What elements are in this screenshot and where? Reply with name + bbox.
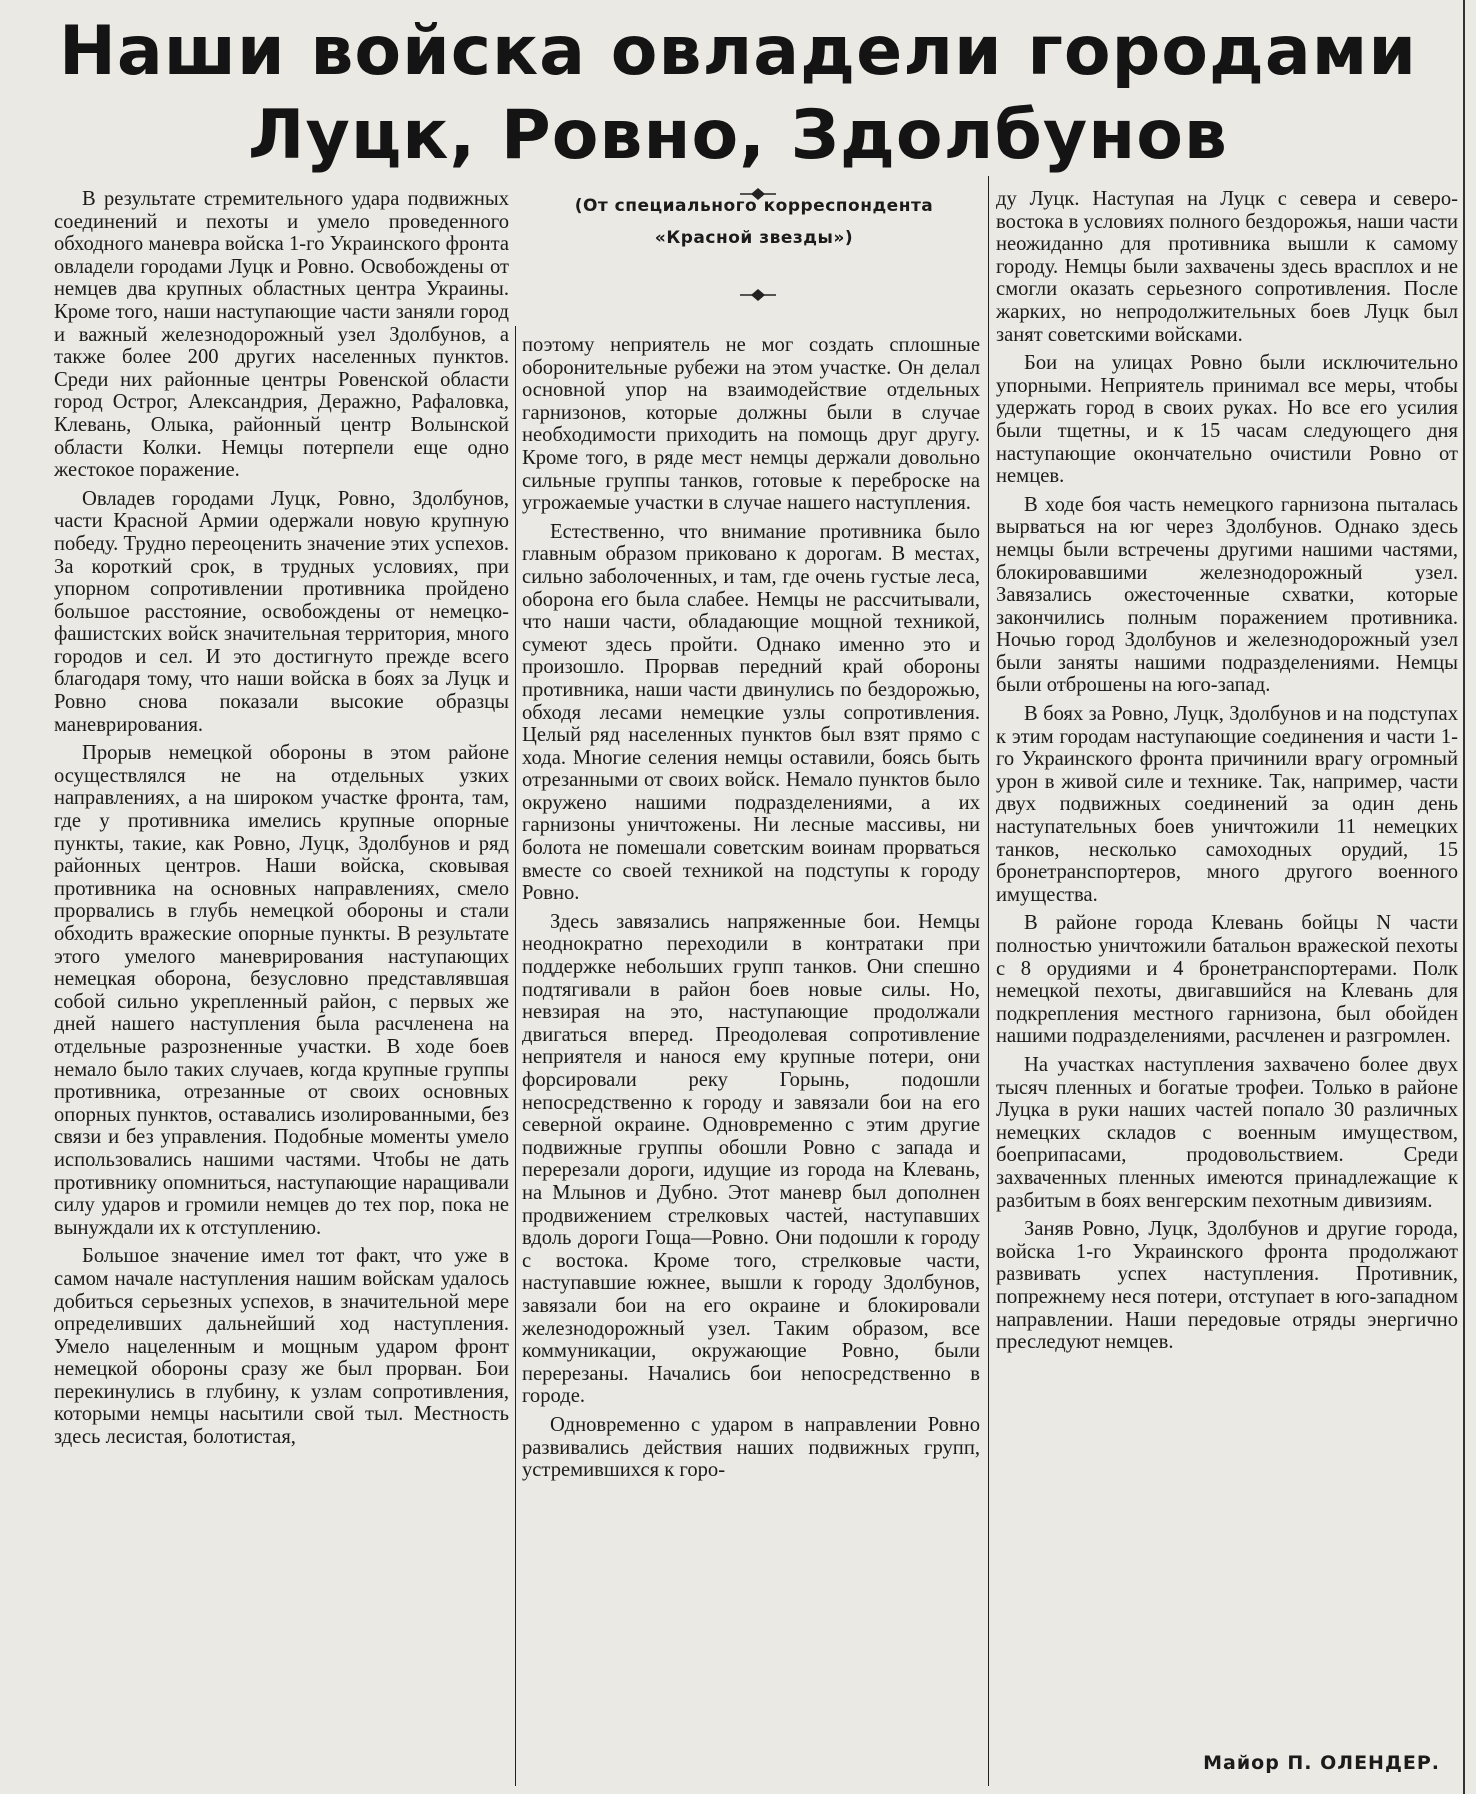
paragraph: Естественно, что внимание противника было главным образом приковано к дорогам. В местах, сильно заболоченных, и там, где очень густые леса, оборона его была слабее. Немцы не рассчитывали, что наши части, обладающие мощной техникой, сумеют здесь пройти. Однако именно это и произошло. Прорвав передний край обороны противника, наши части двинулись по бездорожью, обходя лесами немецкие узлы сопротивления. Целый ряд населенных пунктов был взят прямо с хода. Многие селения немцы оставили, боясь быть отрезанными от своих войск. Немало пунктов было окружено нашими подразделениями, а их гарнизоны уничтожены. Ни лесные массивы, ни болота не помешали советским воинам прорваться вместе со своей техникой на подступы к городу Ровно.	[522, 520, 980, 905]
correspondent-note	[520, 190, 988, 254]
paragraph: Овладев городами Луцк, Ровно, Здолбунов, части Красной Армии одержали новую крупную победу. Трудно переоценить значение этих успехов. За короткий срок, в трудных условиях, при упорном сопротивлении противника пройдено большое расстояние, освобождены от немецко-фашистских войск значительная территория, много городов и сел. И это достигнуто прежде всего благодаря тому, что наши войска в боях за Луцк и Ровно снова показали высокие образцы маневрирования.	[54, 487, 509, 736]
article-column-1	[54, 188, 509, 1449]
paragraph: Здесь завязались напряженные бои. Немцы неоднократно переходили в контратаки при поддержке небольших групп танков. Они спешно подтягивали в район боев новые силы. Но, невзирая на это, наступающие продолжали двигаться вперед. Преодолевая сопротивление неприятеля и нанося ему крупные потери, они форсировали реку Горынь, подошли непосредственно к городу и завязали бои на его северной окраине. Одновременно с этим другие подвижные группы обошли Ровно с запада и перерезали дороги, идущие из города на Клевань, на Млынов и Дубно. Этот маневр был дополнен продвижением стрелковых частей, наступавших вдоль дороги Гоща—Ровно. Они подошли к городу с востока. Кроме того, стрелковые части, наступавшие южнее, вышли к городу Здолбунов, завязали бои на его окраине и блокировали железнодорожный узел. Таким образом, все коммуникации, окружающие Ровно, были перерезаны. Начались бои непосредственно в городе.	[522, 910, 980, 1408]
headline	[0, 10, 1476, 178]
author-signature: Майор П. ОЛЕНДЕР.	[1203, 1752, 1440, 1774]
correspondent-note-line-1: (От специального корреспондента	[574, 196, 934, 216]
paragraph: Заняв Ровно, Луцк, Здолбунов и другие города, войска 1-го Украинского фронта продолжают развивать успех наступления. Противник, попрежнему неся потери, отступает в юго-западном направлении. Наши передовые отряды энергично преследуют немцев.	[996, 1218, 1458, 1354]
paragraph: Большое значение имел тот факт, что уже в самом начале наступления нашим войскам удалось добиться серьезных успехов, в значительной мере определивших дальнейший ход наступления. Умело нацеленным и мощным ударом фронт немецкой обороны сразу же был прорван. Бои перекинулись в глубину, к узлам сопротивления, которыми немцы насытили свой тыл. Местность здесь лесистая, болотистая,	[54, 1245, 509, 1449]
column-divider-1	[515, 326, 516, 1786]
paragraph: В результате стремительного удара подвижных соединений и пехоты и умело проведенного обходного маневра войска 1-го Украинского фронта овладели городами Луцк и Ровно. Освобождены от немцев два крупных областных центра Украины. Кроме того, наши наступающие части заняли город и важный железнодорожный узел Здолбунов, а также более 200 других населенных пунктов. Среди них районные центры Ровенской области город Острог, Александрия, Деражно, Рафаловка, Клевань, Олыка, районный центр Волынской области Колки. Немцы потерпели еще одно жестокое поражение.	[54, 188, 509, 482]
paragraph: Прорыв немецкой обороны в этом районе осуществлялся не на отдельных узких направлениях, а на широком участке фронта, там, где у противника имелись крупные опорные пункты, такие, как Ровно, Луцк, Здолбунов и ряд районных центров. Наши войска, сковывая противника на основных направлениях, смело прорвались в глубь немецкой обороны и стали обходить вражеские опорные пункты. В результате этого умелого маневрирования наступающих немецкая оборона, безусловно представлявшая собой сильно укрепленный район, с первых же дней нашего наступления была расчленена на отдельные разрозненные участки. В ходе боев немало было таких случаев, когда крупные группы противника, отрезанные от своих основных опорных пунктов, оставались изолированными, без связи и без управления. Подобные моменты умело использовались нашими частями. Чтобы не дать противнику опомниться, наступающие наращивали силу ударов и громили немцев до тех пор, пока не вынуждали их к отступлению.	[54, 742, 509, 1239]
paragraph: В районе города Клевань бойцы N части полностью уничтожили батальон вражеской пехоты с 8 орудиями и 4 бронетранспортерами. Полк немецкой пехоты, двигавшийся на Клевань для подкрепления местного гарнизона, был обойден нашими подразделениями, расчленен и разгромлен.	[996, 912, 1458, 1048]
paragraph: Одновременно с ударом в направлении Ровно развивались действия наших подвижных групп, устремившихся к горо-	[522, 1413, 980, 1482]
article-column-2	[522, 334, 980, 1482]
ornament-bottom-icon	[740, 289, 776, 301]
paragraph: Бои на улицах Ровно были исключительно упорными. Неприятель принимал все меры, чтобы удержать город в своих руках. Но все его усилия были тщетны, и к 15 часам следующего дня наступающие окончательно очистили Ровно от немцев.	[996, 352, 1458, 488]
paragraph: В ходе боя часть немецкого гарнизона пыталась вырваться на юг через Здолбунов. Однако здесь немцы были встречены другими нашими частями, блокировавшими железнодорожный узел. Завязались ожесточенные схватки, которые закончились полным поражением противника. Ночью город Здолбунов и железнодорожный узел были заняты нашими подразделениями. Немцы были отброшены на юго-запад.	[996, 493, 1458, 697]
page-edge-rule	[1463, 0, 1465, 1794]
correspondent-note-line-2: «Красной звезды»)	[654, 228, 854, 248]
column-divider-2	[988, 176, 989, 1786]
paragraph: На участках наступления захвачено более двух тысяч пленных и богатые трофеи. Только в районе Луцка в руки наших частей попало 30 различных немецких складов с военным имуществом, боеприпасами, продовольствием. Среди захваченных пленных имеются принадлежащие к разбитым в боях венгерским пехотным дивизиям.	[996, 1053, 1458, 1212]
article-column-3	[996, 188, 1458, 1354]
headline-line-2: Луцк, Ровно, Здолбунов	[248, 96, 1228, 175]
paragraph-continued: ду Луцк. Наступая на Луцк с севера и северо-востока в условиях полного бездорожья, наши части неожиданно для противника вышли к самому городу. Немцы были захвачены здесь врасплох и не смогли оказать серьезного сопротивления. После жарких, но непродолжительных боев Луцк был занят советскими войсками.	[996, 188, 1458, 346]
paragraph: В боях за Ровно, Луцк, Здолбунов и на подступах к этим городам наступающие соединения и части 1-го Украинского фронта причинили врагу огромный урон в живой силе и технике. Так, например, части двух подвижных соединений за один день наступательных боев уничтожили 11 немецких танков, несколько самоходных орудий, 15 бронетранспортеров, много другого военного имущества.	[996, 703, 1458, 906]
paragraph-continued: поэтому неприятель не мог создать сплошные оборонительные рубежи на этом участке. Он делал основной упор на взаимодействие отдельных гарнизонов, которые должны были в случае необходимости приходить на помощь друг другу. Кроме того, в ряде мест немцы держали довольно сильные группы танков, готовые к переброске на угрожаемые участки в случае нашего наступления.	[522, 334, 980, 515]
headline-line-1: Наши войска овладели городами	[58, 12, 1418, 91]
